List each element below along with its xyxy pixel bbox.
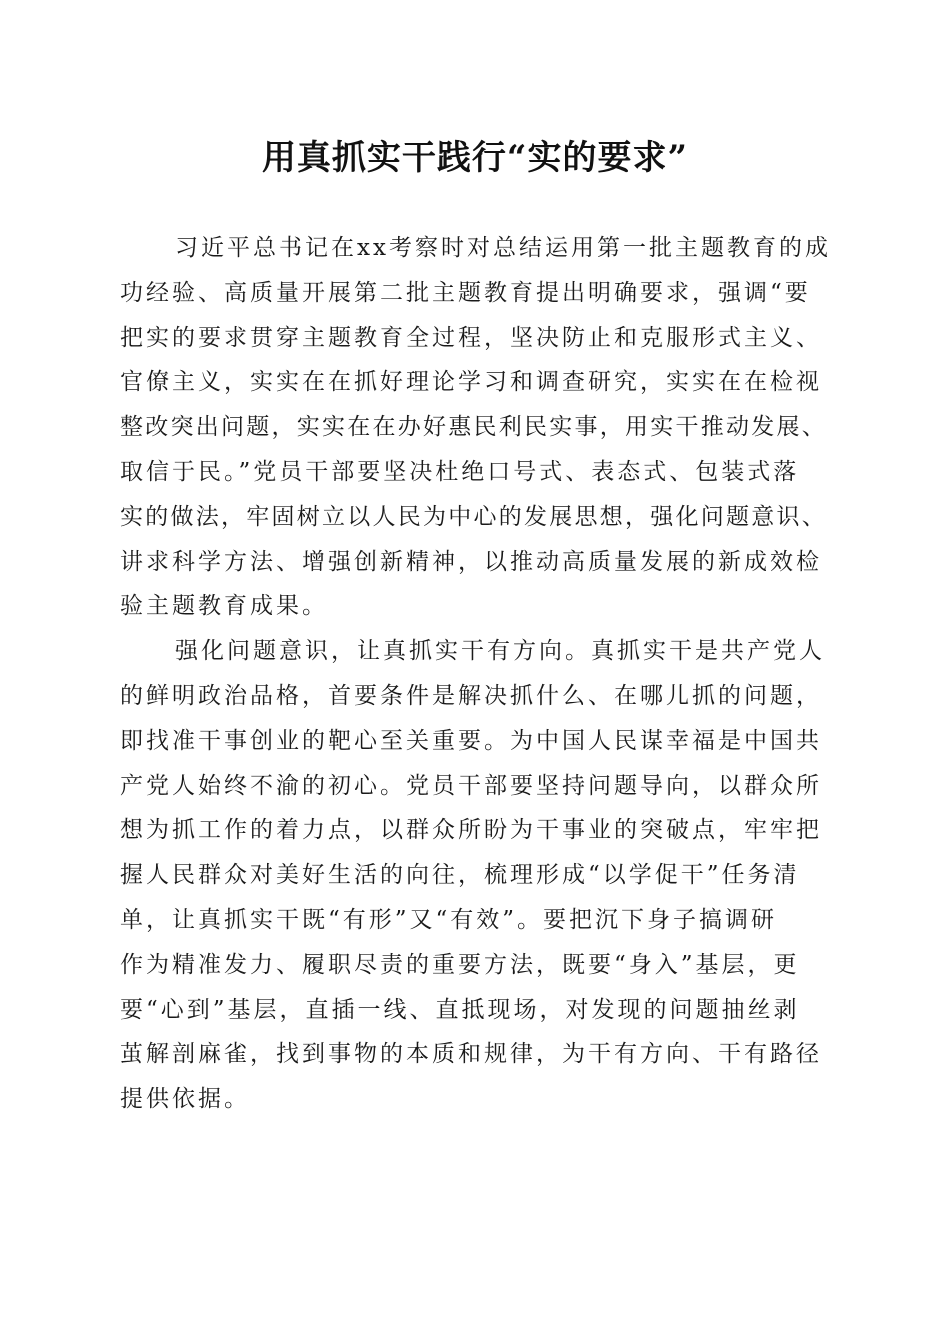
text-line: 习近平总书记在xx考察时对总结运用第一批主题教育的成 <box>175 235 831 261</box>
text-line: 作为精准发力、履职尽责的重要方法，既要“身入”基层，更 <box>120 951 800 978</box>
text-line: 取信于民。”党员干部要坚决杜绝口号式、表态式、包装式落 <box>120 458 800 485</box>
text-line: 官僚主义，实实在在抓好理论学习和调查研究，实实在在检视 <box>120 369 822 396</box>
paragraph-1 <box>120 226 832 629</box>
text-line: 把实的要求贯穿主题教育全过程，坚决防止和克服形式主义、 <box>120 324 822 351</box>
text-line: 产党人始终不渝的初心。党员干部要坚持问题导向，以群众所 <box>120 772 822 799</box>
text-line: 强化问题意识，让真抓实干有方向。真抓实干是共产党人 <box>175 638 825 665</box>
text-line: 想为抓工作的着力点，以群众所盼为干事业的突破点，牢牢把 <box>120 817 822 844</box>
text-line: 的鲜明政治品格，首要条件是解决抓什么、在哪儿抓的问题， <box>120 682 822 709</box>
text-line: 握人民群众对美好生活的向往，梳理形成“以学促干”任务清 <box>120 862 800 889</box>
text-line: 整改突出问题，实实在在办好惠民利民实事，用实干推动发展、 <box>120 414 827 441</box>
document-title: 用真抓实干践行“实的要求” <box>261 138 689 178</box>
document-body <box>120 226 832 1122</box>
paragraph-2 <box>120 629 832 1122</box>
text-line: 单，让真抓实干既“有形”又“有效”。要把沉下身子搞调研 <box>120 906 778 933</box>
text-line: 验主题教育成果。 <box>120 593 328 620</box>
text-line: 茧解剖麻雀，找到事物的本质和规律，为干有方向、干有路径 <box>120 1041 822 1068</box>
text-line: 要“心到”基层，直插一线、直抵现场，对发现的问题抽丝剥 <box>120 996 800 1023</box>
text-line: 提供依据。 <box>120 1086 250 1113</box>
text-line: 讲求科学方法、增强创新精神，以推动高质量发展的新成效检 <box>120 548 822 575</box>
text-line: 即找准干事创业的靶心至关重要。为中国人民谋幸福是中国共 <box>120 727 822 754</box>
text-line: 功经验、高质量开展第二批主题教育提出明确要求，强调“要 <box>120 279 811 306</box>
text-line: 实的做法，牢固树立以人民为中心的发展思想，强化问题意识、 <box>120 503 827 530</box>
